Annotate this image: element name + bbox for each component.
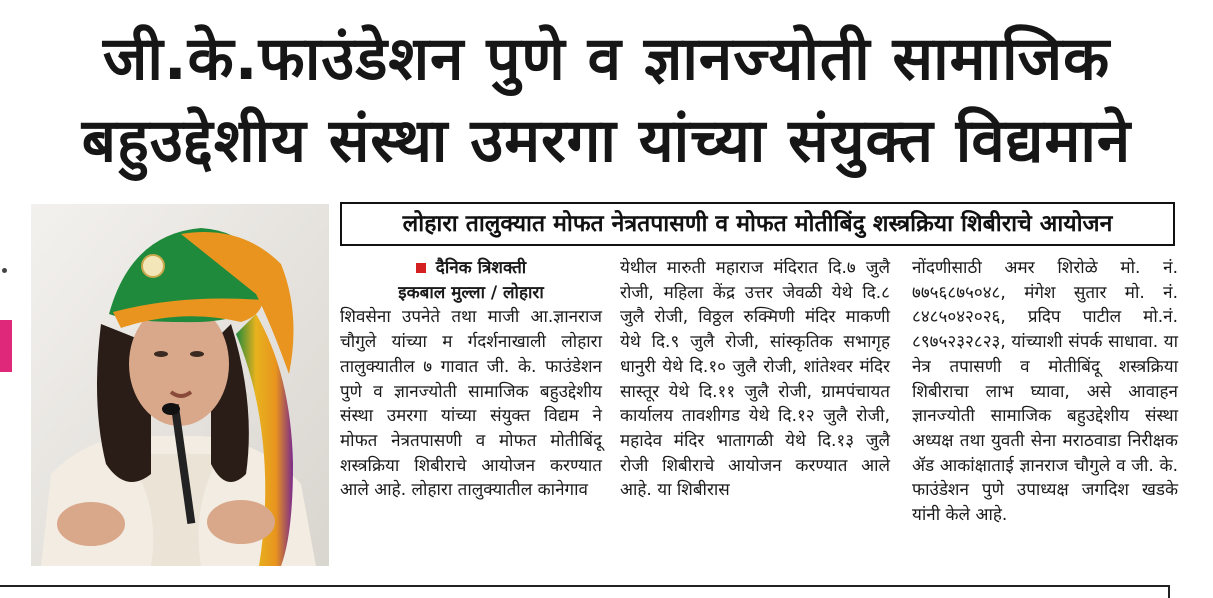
article-photo	[31, 204, 329, 566]
article-column-1	[340, 256, 602, 503]
article-column-2	[620, 256, 890, 503]
source-line	[340, 256, 602, 281]
edge-color-tab	[0, 320, 12, 372]
bottom-divider-corner	[1168, 585, 1170, 598]
article-column-3	[912, 256, 1178, 528]
article-text-col-2: येथील मारुती महाराज मंदिरात दि.७ जुलै रोजी, महिला केंद्र उत्तर जेवळी येथे दि.८ जुलै रोजी, विठ्ठल रुक्मिणी मंदिर माकणी येथे दि.९ जुलै रोजी, सांस्कृतिक सभागृह धानुरी येथे दि.१० जुलै रोजी, शांतेश्वर मंदिर सास्तूर येथे दि.११ जुलै रोजी, ग्रामपंचायत कार्यालय तावशीगड येथे दि.१२ जुलै रोजी, महादेव मंदिर भातागळी येथे दि.१३ जुलै रोजी शिबीराचे आयोजन करण्यात आले आहे. या शिबीरास	[620, 258, 890, 501]
byline: इकबाल मुल्ला / लोहारा	[398, 282, 544, 303]
bottom-divider	[0, 585, 1170, 587]
headline-line-2: बहुउद्देशीय संस्था उमरगा यांच्या संयुक्त विद्यमाने	[81, 106, 1132, 176]
woman-speaking-photo	[31, 204, 329, 566]
article-text-col-3: नोंदणीसाठी अमर शिरोळे मो. नं. ७७५६८७५०४८, मंगेश सुतार मो. नं. ८४८५०४२०२६, प्रदिप पाटील मो.नं. ८९७५२३२८२३, यांच्याशी संपर्क साधावा. या नेत्र तपासणी व मोतीबिंदू शस्त्रक्रिया शिबीराचा लाभ घ्यावा, असे आवाहन ज्ञानज्योती सामाजिक बहुउद्देशीय संस्था अध्यक्ष तथा युवती सेना मराठवाडा निरीक्षक ॲड आकांक्षाताई ज्ञानराज चौगुले व जी. के. फाउंडेशन पुणे उपाध्यक्ष जगदिश खडके यांनी केले आहे.	[912, 258, 1178, 526]
source-name: दैनिक त्रिशक्ती	[435, 258, 527, 278]
headline-line-1: जी.के.फाउंडेशन पुणे व ज्ञानज्योती सामाजिक	[102, 24, 1111, 94]
red-square-icon	[416, 263, 426, 273]
subheadline: लोहारा तालुक्यात मोफत नेत्रतपासणी व मोफत मोतीबिंदु शस्त्रक्रिया शिबीराचे आयोजन	[340, 202, 1175, 246]
edge-mark	[2, 268, 7, 273]
headline	[24, 18, 1189, 182]
article-text-col-1: शिवसेना उपनेते तथा माजी आ.ज्ञानराज चौगुले यांच्या म र्गदर्शनाखाली लोहारा तालुक्यातील ७ गावात जी. के. फाउंडेशन पुणे व ज्ञानज्योती सामाजिक बहुउद्देशीय संस्था उमरगा यांच्या संयुक्त विद्यम ने मोफत नेत्रतपासणी व मोफत मोतीबिंदू शस्त्रक्रिया शिबीराचे आयोजन करण्यात आले आहे. लोहारा तालुक्यातील कानेगाव	[340, 307, 602, 501]
